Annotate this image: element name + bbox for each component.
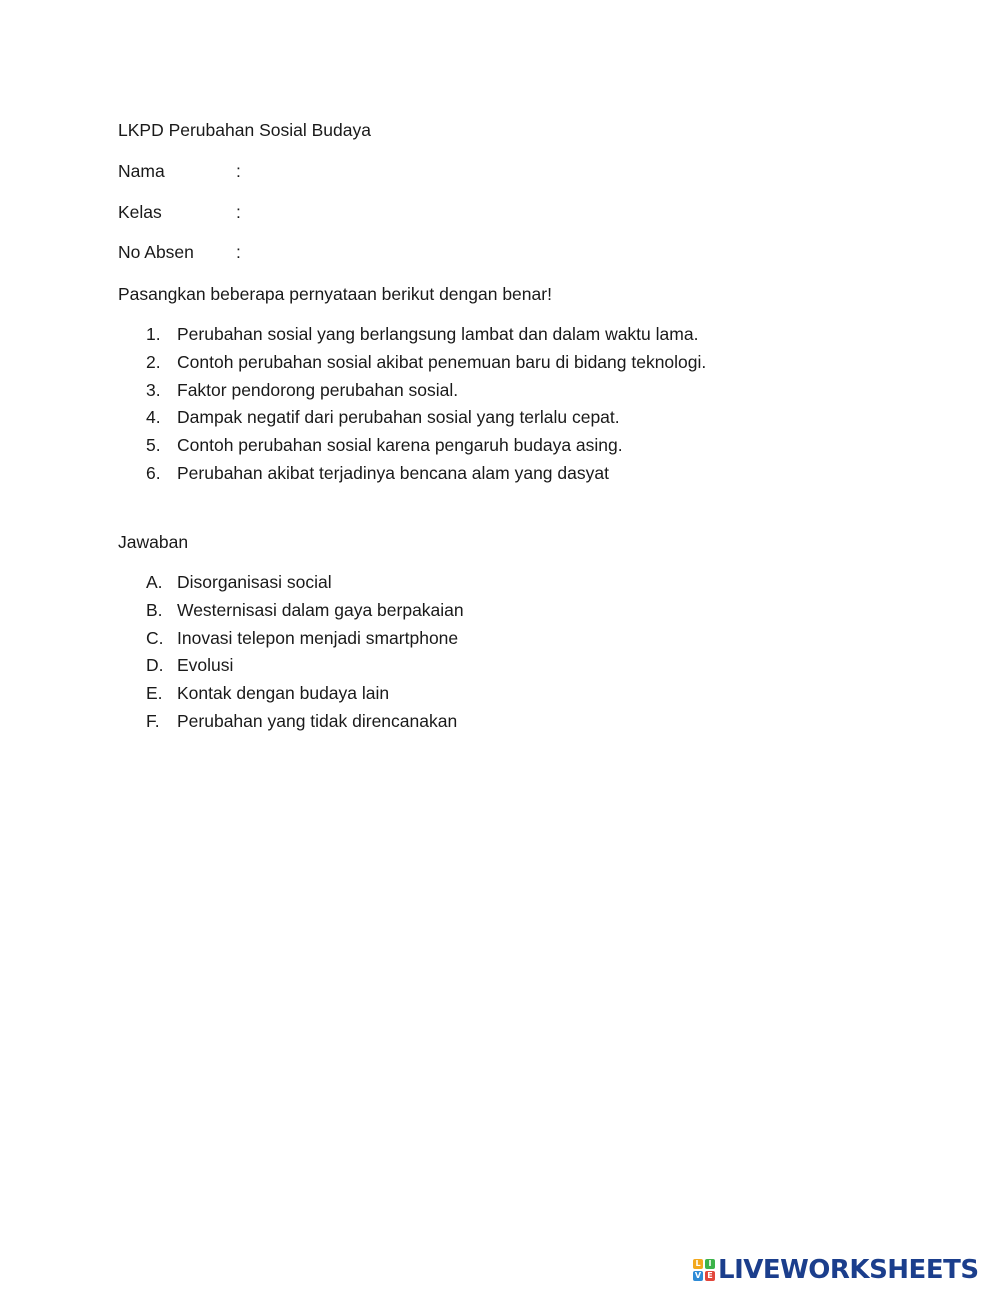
- logo-cell: V: [694, 1271, 702, 1280]
- list-marker: 4.: [146, 407, 161, 427]
- logo-cell: L: [693, 1259, 703, 1269]
- field-name-label: Nama: [118, 161, 165, 181]
- list-marker: 3.: [146, 380, 161, 400]
- logo-cell: I: [705, 1259, 715, 1269]
- list-marker: B.: [146, 600, 163, 620]
- list-text: Inovasi telepon menjadi smartphone: [177, 628, 459, 648]
- list-text: Contoh perubahan sosial akibat penemuan baru di bidang teknologi.: [177, 352, 707, 372]
- logo-cell: E: [705, 1271, 715, 1281]
- list-marker: F.: [146, 711, 160, 731]
- list-marker: 2.: [146, 352, 161, 372]
- list-text: Perubahan sosial yang berlangsung lambat dan dalam waktu lama.: [177, 324, 699, 344]
- field-class-label: Kelas: [118, 202, 162, 222]
- field-absen-label: No Absen: [118, 242, 194, 262]
- list-text: Perubahan akibat terjadinya bencana alam yang dasyat: [177, 463, 609, 483]
- logo-grid-icon: [693, 1259, 715, 1281]
- field-absen-colon: :: [236, 242, 241, 262]
- field-class-colon: :: [236, 202, 241, 222]
- instruction-text: Pasangkan beberapa pernyataan berikut dengan benar!: [118, 284, 552, 304]
- list-marker: D.: [146, 655, 164, 675]
- list-marker: 5.: [146, 435, 161, 455]
- list-marker: A.: [146, 572, 163, 592]
- document-title: LKPD Perubahan Sosial Budaya: [118, 120, 371, 140]
- list-marker: E.: [146, 683, 163, 703]
- list-marker: C.: [146, 628, 164, 648]
- list-marker: 1.: [146, 324, 161, 344]
- list-text: Dampak negatif dari perubahan sosial yang terlalu cepat.: [177, 407, 620, 427]
- list-text: Westernisasi dalam gaya berpakaian: [177, 600, 464, 620]
- list-text: Kontak dengan budaya lain: [177, 683, 390, 703]
- list-text: Contoh perubahan sosial karena pengaruh budaya asing.: [177, 435, 623, 455]
- field-name-colon: :: [236, 161, 241, 181]
- liveworksheets-logo: [693, 1254, 993, 1286]
- logo-wordmark: LIVEWORKSHEETS: [718, 1255, 979, 1285]
- list-text: Disorganisasi social: [177, 572, 332, 592]
- list-text: Faktor pendorong perubahan sosial.: [177, 380, 459, 400]
- list-text: Evolusi: [177, 655, 234, 675]
- answers-heading: Jawaban: [118, 532, 189, 552]
- list-marker: 6.: [146, 463, 161, 483]
- list-text: Perubahan yang tidak direncanakan: [177, 711, 458, 731]
